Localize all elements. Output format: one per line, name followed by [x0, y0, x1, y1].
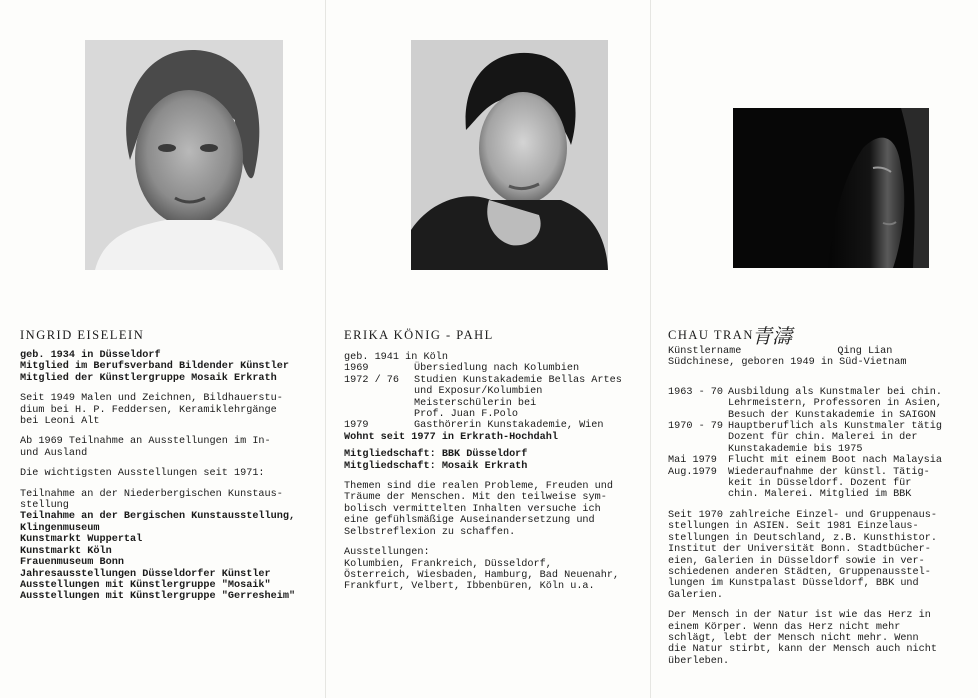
quote-line: schlägt, lebt der Mensch nicht mehr. Wenn [668, 632, 919, 644]
bio-row [344, 409, 644, 420]
exhibitions-line: stellungen in Deutschland, z.B. Kunsthistor. [668, 532, 937, 544]
bio-text: chin. Malerei. Mitglied im BBK [728, 489, 912, 501]
bio-text: Studien Kunstakademie Bellas Artes [414, 374, 622, 386]
bio-text: Wiederaufnahme der künstl. Tätig- [728, 466, 930, 478]
bio-date [668, 444, 728, 455]
bio-text: Ausbildung als Kunstmaler bei chin. [728, 386, 942, 398]
bio-row [344, 398, 644, 409]
artist-name-chau: CHAU TRAN [668, 328, 754, 342]
bio-row [668, 489, 968, 500]
bio-line: und Ausland [20, 447, 88, 459]
bio-year: geb. 1941 [344, 352, 400, 363]
bio-year: 1979 [344, 420, 369, 432]
quote-line: überleben. [668, 655, 730, 667]
artist-name-label: Künstlername [668, 346, 742, 357]
bio-row [344, 363, 644, 374]
bio-date: 1963 - 70 [668, 386, 724, 398]
bio-line: dium bei H. P. Feddersen, Keramiklehrgänge [20, 404, 277, 416]
bio-line: Die wichtigsten Ausstellungen seit 1971: [20, 468, 265, 480]
origin-text: Südchinese, geboren 1949 in Süd-Vietnam [668, 357, 907, 369]
bio-text: Gasthörerin Kunstakademie, Wien [414, 420, 604, 432]
biography-chau [668, 346, 968, 667]
bio-line: Seit 1949 Malen und Zeichnen, Bildhauerstu- [20, 393, 283, 405]
bio-line: geb. 1934 in Düsseldorf [20, 350, 161, 361]
bio-line: Kunstmarkt Wuppertal [20, 534, 143, 546]
portrait-photo-chau [733, 108, 929, 268]
bio-row [668, 478, 968, 489]
exhibitions-line: Galerien. [668, 589, 724, 601]
bio-text: Übersiedlung nach Kolumbien [414, 363, 580, 375]
quote-line: Der Mensch in der Natur ist wie das Herz in [668, 610, 931, 622]
bio-text: Besuch der Kunstakademie in SAIGON [728, 409, 936, 421]
bio-date: 1970 - 79 [668, 421, 724, 433]
bio-row [344, 352, 644, 363]
themes-line: bolisch vermittelten Inhalten versuche ich [344, 503, 601, 515]
bio-text: in Köln [405, 352, 448, 363]
bio-row [344, 375, 644, 386]
bio-line: Teilnahme an der Bergischen Kunstausstellung, [20, 511, 296, 523]
bio-row [344, 420, 644, 431]
bio-line: Teilnahme an der Niederbergischen Kunstaus- [20, 488, 283, 500]
exhibitions-line: stellungen in ASIEN. Seit 1981 Einzelaus- [668, 521, 919, 533]
bio-row [668, 455, 968, 466]
bio-line: Frauenmuseum Bonn [20, 557, 124, 569]
bio-row [668, 421, 968, 432]
bio-year [344, 386, 414, 397]
bio-row [668, 432, 968, 443]
bio-row [668, 398, 968, 409]
bio-year [344, 398, 414, 409]
bio-text: Lehrmeistern, Professoren in Asien, [728, 398, 942, 410]
bio-date [668, 410, 728, 421]
artist-name-ingrid: INGRID EISELEIN [20, 328, 145, 342]
exhibitions-line: Ausstellungen: [344, 547, 430, 559]
themes-line: Themen sind die realen Probleme, Freuden und [344, 481, 613, 493]
bio-line: Ab 1969 Teilnahme an Ausstellungen im In- [20, 436, 271, 448]
bio-date [668, 489, 728, 500]
bio-text: Prof. Juan F.Polo [414, 409, 518, 421]
bio-row [668, 387, 968, 398]
bio-date: Mai 1979 [668, 455, 717, 467]
bio-line: Ausstellungen mit Künstlergruppe "Gerresheim" [20, 591, 296, 603]
exhibitions-line: Frankfurt, Velbert, Ibbenbüren, Köln u.a. [344, 581, 595, 593]
membership-bbk: Mitgliedschaft: BBK Düsseldorf [344, 449, 528, 461]
bio-text: Flucht mit einem Boot nach Malaysia [728, 455, 942, 467]
bio-text: Dozent für chin. Malerei in der [728, 432, 918, 444]
bio-year: 1972 / 76 [344, 374, 400, 386]
bio-row [668, 444, 968, 455]
fold-line-right [650, 0, 651, 698]
themes-line: eine gefühlsmäßige Auseinandersetzung und [344, 515, 595, 527]
exhibitions-line: eien, Galerien in Düsseldorf sowie in ver- [668, 555, 925, 567]
bio-text: Hauptberuflich als Kunstmaler tätig [728, 421, 942, 433]
bio-line: Ausstellungen mit Künstlergruppe "Mosaik" [20, 579, 271, 591]
bio-text: Kunstakademie bis 1975 [728, 443, 863, 455]
bio-text: keit in Düsseldorf. Dozent für [728, 478, 912, 490]
bio-date [668, 432, 728, 443]
exhibitions-line: Institut der Universität Bonn. Stadtbücher- [668, 544, 931, 556]
bio-year [344, 409, 414, 420]
bio-line: stellung [20, 500, 69, 512]
bio-date: Aug.1979 [668, 466, 717, 478]
portrait-photo-ingrid [85, 40, 283, 270]
bio-line: Mitglied der Künstlergruppe Mosaik Erkrath [20, 372, 277, 384]
fold-line-left [325, 0, 326, 698]
residence-text: Wohnt seit 1977 in Erkrath-Hochdahl [344, 431, 558, 443]
bio-line: Jahresausstellungen Düsseldorfer Künstler [20, 568, 271, 580]
bio-text: und Exposur/Kolumbien [414, 386, 543, 398]
bio-date [668, 398, 728, 409]
chinese-signature: 青濤 [752, 324, 792, 348]
bio-line: Mitglied im Berufsverband Bildender Künstler [20, 361, 289, 373]
exhibitions-line: Kolumbien, Frankreich, Düsseldorf, [344, 558, 552, 570]
bio-date [668, 478, 728, 489]
artist-pseudonym: Qing Lian [837, 346, 893, 357]
biography-ingrid [20, 350, 320, 603]
exhibitions-line: Seit 1970 zahlreiche Einzel- und Gruppenaus- [668, 509, 937, 521]
bio-line: bei Leoni Alt [20, 416, 100, 428]
bio-line: Kunstmarkt Köln [20, 545, 112, 557]
quote-line: einem Körper. Wenn das Herz nicht mehr [668, 621, 901, 633]
membership-mosaik: Mitgliedschaft: Mosaik Erkrath [344, 460, 528, 472]
quote-line: die Natur stirbt, kann der Mensch auch nicht [668, 644, 937, 656]
exhibitions-line: lungen im Kunstpalast Düsseldorf, BBK und [668, 578, 919, 590]
themes-line: Träume der Menschen. Mit den teilweise sym- [344, 492, 607, 504]
exhibitions-line: Österreich, Wiesbaden, Hamburg, Bad Neuenahr, [344, 569, 620, 581]
themes-line: Selbstreflexion zu schaffen. [344, 526, 516, 538]
artist-name-erika: ERIKA KÖNIG - PAHL [344, 328, 494, 342]
portrait-photo-erika [411, 40, 608, 270]
exhibitions-line: schiedenen anderen Städten, Gruppenausstel- [668, 566, 931, 578]
bio-row [668, 410, 968, 421]
bio-row [344, 386, 644, 397]
biography-erika [344, 352, 644, 593]
bio-text: Meisterschülerin bei [414, 397, 537, 409]
bio-row [668, 467, 968, 478]
bio-line: Klingenmuseum [20, 522, 100, 534]
bio-year: 1969 [344, 363, 369, 375]
